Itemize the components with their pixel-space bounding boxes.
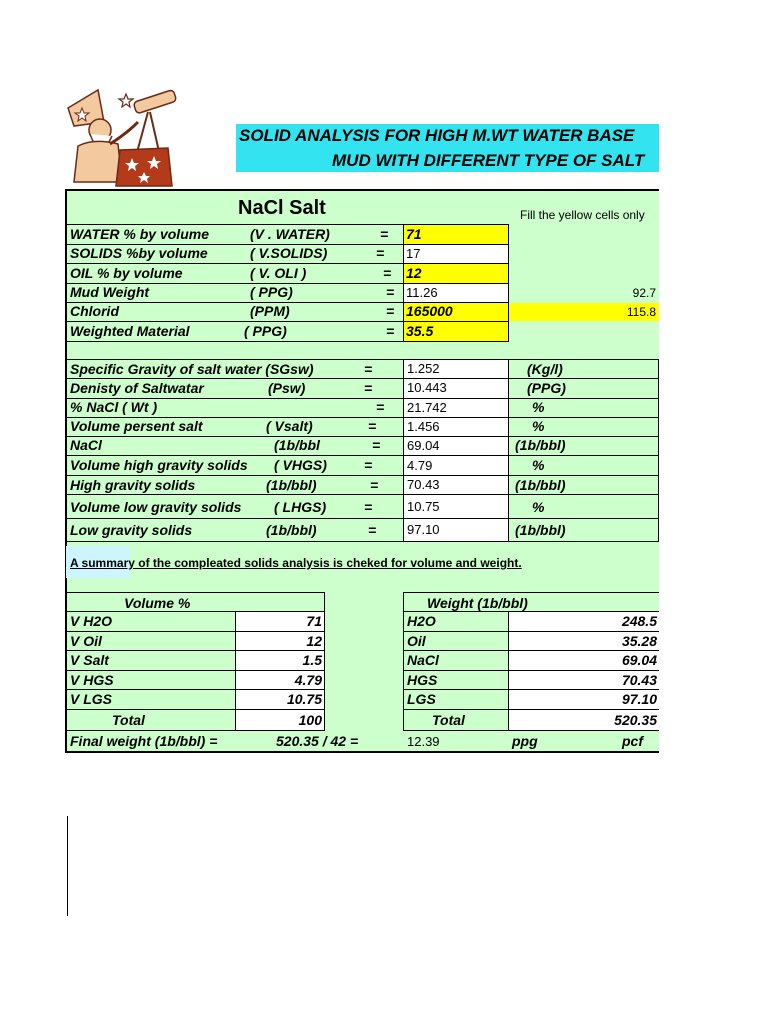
- final-weight-unit-ppg: ppg: [512, 733, 538, 749]
- grid-line: [403, 592, 404, 731]
- result-equals: =: [364, 361, 373, 377]
- salt-heading: NaCl Salt: [238, 197, 326, 219]
- side-value: 115.8: [626, 305, 656, 319]
- volume-total-value: 100: [298, 712, 322, 728]
- result-value: 10.443: [407, 380, 447, 395]
- final-weight-value: 12.39: [407, 734, 440, 749]
- weight-row-value: 69.04: [621, 652, 657, 668]
- input-unit: (V . WATER): [250, 226, 330, 242]
- grid-line: [66, 592, 324, 593]
- input-unit: ( V. OLI ): [250, 265, 307, 281]
- input-value: 17: [406, 246, 421, 261]
- grid-line: [403, 359, 404, 542]
- result-label: High gravity solids: [70, 477, 196, 493]
- weight-row-value: 35.28: [621, 633, 657, 649]
- input-label: Chlorid: [70, 303, 119, 319]
- final-weight-unit-pcf: pcf: [622, 733, 643, 749]
- result-unit-label: ( VHGS): [274, 457, 327, 473]
- volume-row-label: V LGS: [70, 691, 113, 707]
- volume-row-value: 71: [306, 613, 322, 629]
- result-equals: =: [370, 477, 379, 493]
- input-equals: =: [386, 323, 395, 339]
- grid-line: [66, 341, 509, 342]
- grid-line: [66, 436, 659, 437]
- input-unit: (PPM): [250, 303, 290, 319]
- weight-total-value: 520.35: [614, 712, 657, 728]
- title-banner: [236, 124, 659, 172]
- result-unit: (1b/bbl): [515, 437, 566, 453]
- grid-line: [403, 730, 659, 731]
- input-equals: =: [383, 265, 392, 281]
- input-equals: =: [386, 303, 395, 319]
- weight-row-label: LGS: [407, 691, 436, 707]
- sheet-border-left: [65, 189, 67, 753]
- volume-row-label: V Oil: [70, 633, 102, 649]
- input-unit: ( V.SOLIDS): [250, 245, 328, 261]
- volume-row-label: V HGS: [70, 672, 114, 688]
- result-unit-label: (1b/bbl): [266, 522, 317, 538]
- result-label: Specific Gravity of salt water (SGsw): [70, 361, 314, 377]
- result-equals: =: [368, 522, 377, 538]
- input-label: Mud Weight: [70, 284, 150, 300]
- volume-table-header: Volume %: [124, 595, 191, 611]
- result-value: 4.79: [407, 458, 433, 473]
- result-unit: %: [532, 399, 545, 415]
- grid-line: [658, 359, 659, 542]
- input-equals: =: [386, 284, 395, 300]
- result-value: 21.742: [407, 400, 447, 415]
- result-value: 69.04: [407, 438, 440, 453]
- result-unit-label: (1b/bbl): [266, 477, 317, 493]
- result-value: 70.43: [407, 477, 440, 492]
- volume-row-label: V H2O: [70, 613, 113, 629]
- result-unit: (1b/bbl): [515, 522, 566, 538]
- input-label: Weighted Material: [70, 323, 190, 339]
- input-equals: =: [380, 226, 389, 242]
- result-unit-label: ( Vsalt): [266, 418, 313, 434]
- weight-row-label: HGS: [407, 672, 438, 688]
- result-unit-label: ( LHGS): [274, 499, 327, 515]
- result-label: Volume low gravity solids: [70, 499, 242, 515]
- result-label: Low gravity solids: [70, 522, 193, 538]
- grid-line: [403, 709, 659, 710]
- result-label: Denisty of Saltwatar: [70, 380, 204, 396]
- grid-line: [66, 494, 659, 495]
- weight-row-value: 97.10: [621, 691, 657, 707]
- weight-row-label: H2O: [407, 613, 436, 629]
- grid-line: [324, 592, 325, 731]
- title-line-2: MUD WITH DIFFERENT TYPE OF SALT: [332, 151, 645, 170]
- result-unit: (Kg/l): [527, 361, 563, 377]
- input-unit: ( PPG): [250, 284, 293, 300]
- result-label: Volume high gravity solids: [70, 457, 248, 473]
- result-equals: =: [364, 499, 373, 515]
- grid-line: [66, 518, 659, 519]
- input-value: 71: [406, 226, 422, 242]
- sheet-border-bottom: [66, 751, 659, 753]
- result-label: NaCl: [70, 437, 102, 453]
- result-equals: =: [364, 457, 373, 473]
- weight-row-label: NaCl: [407, 652, 439, 668]
- result-unit: (1b/bbl): [515, 477, 566, 493]
- input-unit: ( PPG): [244, 323, 287, 339]
- weight-row-label: Oil: [407, 633, 426, 649]
- result-equals: =: [364, 380, 373, 396]
- summary-text: A summary of the compleated solids analysis is cheked for volume and weight.: [70, 556, 522, 570]
- weight-table-header: Weight (1b/bbl): [427, 595, 528, 611]
- input-equals: =: [376, 245, 385, 261]
- result-unit: (PPG): [527, 380, 566, 396]
- fill-note: Fill the yellow cells only: [520, 208, 645, 222]
- page-divider-line: [67, 816, 68, 916]
- grid-line: [66, 730, 324, 731]
- weight-row-value: 248.5: [621, 613, 657, 629]
- grid-line: [66, 709, 324, 710]
- weight-row-value: 70.43: [621, 672, 657, 688]
- result-value: 10.75: [407, 499, 440, 514]
- grid-line: [508, 224, 509, 342]
- result-equals: =: [368, 418, 377, 434]
- side-value: 92.7: [632, 286, 656, 300]
- weight-total-label: Total: [432, 712, 465, 728]
- volume-total-label: Total: [112, 712, 145, 728]
- result-label: % NaCl ( Wt ): [70, 399, 158, 415]
- input-value: 35.5: [406, 323, 434, 339]
- sheet-border-top: [66, 189, 659, 191]
- result-unit-label: (1b/bbl: [274, 437, 320, 453]
- result-equals: =: [372, 437, 381, 453]
- grid-line: [403, 592, 659, 593]
- volume-row-value: 4.79: [294, 672, 322, 688]
- result-value: 1.252: [407, 361, 440, 376]
- final-weight-formula: 520.35 / 42 =: [276, 733, 359, 749]
- final-weight-label: Final weight (1b/bbl) =: [70, 733, 218, 749]
- grid-line: [66, 541, 659, 542]
- input-value: 165000: [406, 303, 453, 319]
- grid-line: [508, 359, 509, 542]
- input-value: 12: [406, 265, 422, 281]
- result-unit-label: (Psw): [268, 380, 306, 396]
- result-unit: %: [532, 418, 545, 434]
- input-value: 11.26: [406, 285, 438, 300]
- volume-row-value: 10.75: [286, 691, 322, 707]
- result-value: 97.10: [407, 522, 440, 537]
- volume-row-label: V Salt: [70, 652, 109, 668]
- result-equals: =: [376, 399, 385, 415]
- wizard-astronomer-illustration: [64, 86, 180, 190]
- input-label: OIL % by volume: [70, 265, 183, 281]
- volume-row-value: 1.5: [302, 652, 322, 668]
- result-unit: %: [532, 499, 545, 515]
- input-label: SOLIDS %by volume: [70, 245, 208, 261]
- result-unit: %: [532, 457, 545, 473]
- title-line-1: SOLID ANALYSIS FOR HIGH M.WT WATER BASE: [239, 126, 635, 145]
- result-value: 1.456: [407, 419, 440, 434]
- result-label: Volume persent salt: [70, 418, 203, 434]
- input-label: WATER % by volume: [70, 226, 209, 242]
- volume-row-value: 12: [306, 633, 322, 649]
